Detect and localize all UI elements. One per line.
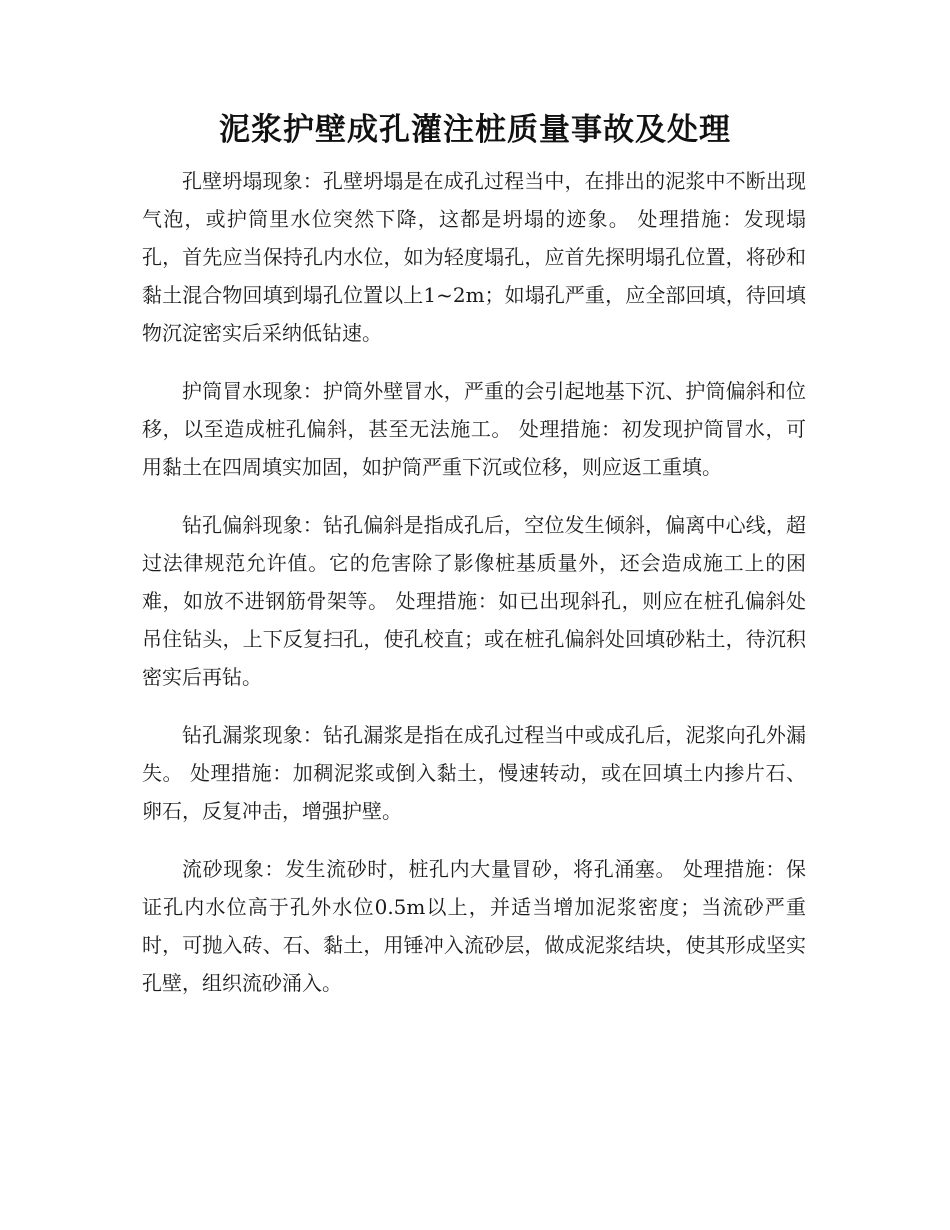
paragraph-hole-deviation: 钻孔偏斜现象：钻孔偏斜是指成孔后，空位发生倾斜，偏离中心线，超过法律规范允许值。它的危害除了影像桩基质量外，还会造成施工上的困难，如放不进钢筋骨架等。 处理措施：如已出现斜孔，则应在桩孔偏斜处吊住钻头，上下反复扫孔，使孔校直；或在桩孔偏斜处回填砂粘土，待沉积密实后再钻。 xyxy=(142,513,806,689)
paragraph-casing-seepage: 护筒冒水现象：护筒外壁冒水，严重的会引起地基下沉、护筒偏斜和位移，以至造成桩孔偏斜，甚至无法施工。 处理措施：初发现护筒冒水，可用黏土在四周填实加固，如护筒严重下沉或位移，则应返工重填。 xyxy=(142,379,806,479)
paragraph-wall-collapse: 孔壁坍塌现象：孔壁坍塌是在成孔过程当中，在排出的泥浆中不断出现气泡，或护筒里水位突然下降，这都是坍塌的迹象。 处理措施：发现塌孔，首先应当保持孔内水位，如为轻度塌孔，应首先探明塌孔位置，将砂和黏土混合物回填到塌孔位置以上1~2m；如塌孔严重，应全部回填，待回填物沉淀密实后采纳低钻速。 xyxy=(142,169,806,345)
document-title: 泥浆护壁成孔灌注桩质量事故及处理 xyxy=(219,112,731,148)
document-body xyxy=(142,162,806,1022)
paragraph-quicksand: 流砂现象：发生流砂时，桩孔内大量冒砂，将孔涌塞。 处理措施：保证孔内水位高于孔外水位0.5m以上，并适当增加泥浆密度；当流砂严重时，可抛入砖、石、黏土，用锤冲入流砂层，做成泥浆结块，使其形成坚实孔壁，组织流砂涌入。 xyxy=(142,857,806,995)
paragraph-slurry-leakage: 钻孔漏浆现象：钻孔漏浆是指在成孔过程当中或成孔后，泥浆向孔外漏失。 处理措施：加稠泥浆或倒入黏土，慢速转动，或在回填土内掺片石、卵石，反复冲击，增强护壁。 xyxy=(142,723,806,823)
